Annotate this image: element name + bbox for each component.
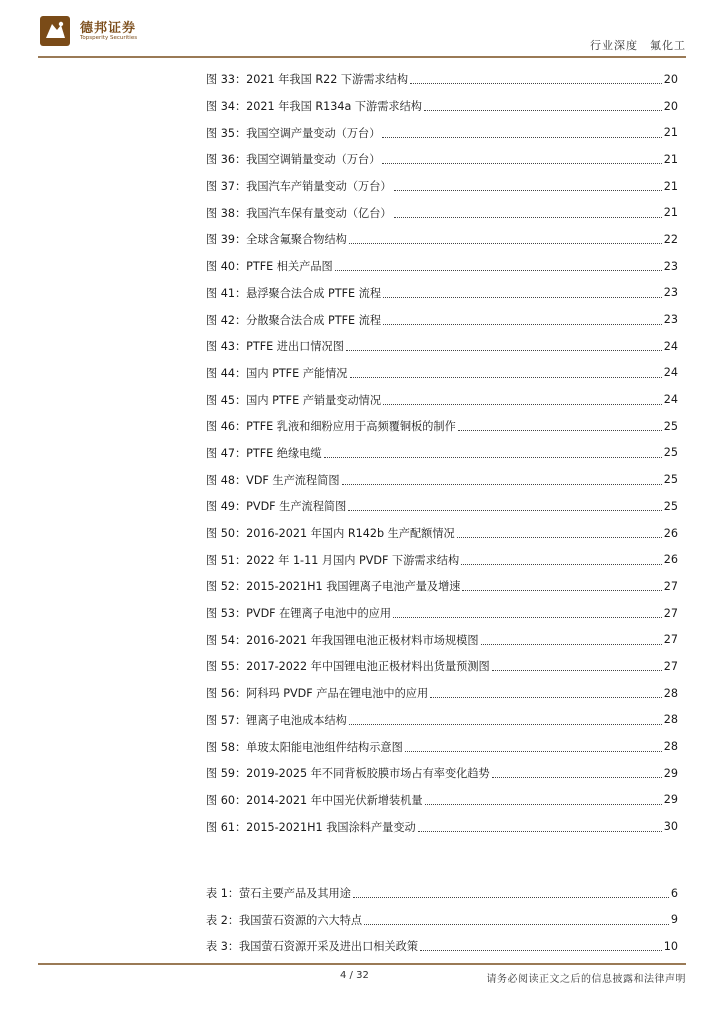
toc-entry-page: 25 — [663, 473, 678, 487]
header-divider — [38, 56, 686, 58]
brand-logo — [38, 14, 188, 48]
dot-leader — [342, 471, 662, 485]
dot-leader — [424, 97, 662, 111]
toc-entry[interactable] — [206, 119, 678, 146]
toc-entry-page: 26 — [663, 526, 678, 540]
toc-entry-label: 图 57：锂离子电池成本结构 — [206, 713, 347, 727]
toc-entry-label: 图 37：我国汽车产销量变动（万台） — [206, 180, 392, 194]
toc-entry-label: 图 55：2017-2022 年中国锂电池正极材料出货量预测图 — [206, 660, 490, 674]
toc-entry[interactable] — [206, 306, 678, 333]
toc-entry-page: 20 — [663, 99, 678, 113]
toc-entry-label: 图 35：我国空调产量变动（万台） — [206, 126, 381, 140]
toc-entry-page: 30 — [663, 820, 678, 834]
dot-leader — [394, 204, 662, 218]
toc-entry-label: 图 51：2022 年 1-11 月国内 PVDF 下游需求结构 — [206, 553, 460, 567]
toc-entry-label: 图 44：国内 PTFE 产能情况 — [206, 366, 348, 380]
toc-entry[interactable] — [206, 933, 678, 960]
toc-entry[interactable] — [206, 546, 678, 573]
dot-leader — [457, 524, 662, 538]
toc-entry-page: 23 — [663, 313, 678, 327]
toc-entry-label: 图 59：2019-2025 年不同背板胶膜市场占有率变化趋势 — [206, 767, 490, 781]
toc-entry-page: 10 — [663, 939, 678, 953]
dot-leader — [492, 764, 662, 778]
toc-entry-label: 图 43：PTFE 进出口情况图 — [206, 340, 344, 354]
brand-subtitle: Topsperity Securities — [80, 35, 138, 41]
toc-entry-page: 6 — [670, 886, 678, 900]
toc-entry-label: 图 52：2015-2021H1 我国锂离子电池产量及增速 — [206, 580, 461, 594]
toc-entry[interactable] — [206, 520, 678, 547]
toc-entry-page: 25 — [663, 419, 678, 433]
toc-entry-label: 表 1：萤石主要产品及其用途 — [206, 887, 351, 901]
toc-entry[interactable] — [206, 466, 678, 493]
toc-entry[interactable] — [206, 600, 678, 627]
dot-leader — [383, 284, 662, 298]
toc-entry[interactable] — [206, 173, 678, 200]
toc-entry[interactable] — [206, 680, 678, 707]
toc-entry[interactable] — [206, 813, 678, 840]
toc-entry[interactable] — [206, 253, 678, 280]
toc-entry[interactable] — [206, 440, 678, 467]
toc-entry[interactable] — [206, 199, 678, 226]
dot-leader — [430, 684, 662, 698]
toc-entry-page: 27 — [663, 633, 678, 647]
toc-entry-page: 28 — [663, 713, 678, 727]
toc-entry-page: 22 — [663, 232, 678, 246]
toc-entry-label: 图 34：2021 年我国 R134a 下游需求结构 — [206, 100, 422, 114]
report-type: 行业深度 — [590, 39, 638, 52]
figure-list — [206, 66, 678, 840]
toc-entry[interactable] — [206, 66, 678, 93]
toc-entry-label: 图 61：2015-2021H1 我国涂料产量变动 — [206, 820, 416, 834]
toc-entry-page: 25 — [663, 446, 678, 460]
footer-divider — [38, 963, 686, 965]
toc-entry-label: 图 47：PTFE 绝缘电缆 — [206, 446, 322, 460]
toc-entry-label: 图 50：2016-2021 年国内 R142b 生产配额情况 — [206, 527, 455, 541]
toc-entry-page: 27 — [663, 579, 678, 593]
toc-entry-label: 图 49：PVDF 生产流程简图 — [206, 500, 347, 514]
dot-leader — [393, 604, 662, 618]
dot-leader — [462, 577, 661, 591]
toc-entry-page: 23 — [663, 259, 678, 273]
toc-entry[interactable] — [206, 360, 678, 387]
dot-leader — [335, 257, 662, 271]
toc-entry-page: 26 — [663, 553, 678, 567]
toc-entry-page: 21 — [663, 206, 678, 220]
dot-leader — [382, 124, 661, 138]
toc-entry[interactable] — [206, 226, 678, 253]
toc-entry[interactable] — [206, 907, 678, 934]
table-list — [206, 880, 678, 960]
toc-entry-label: 图 38：我国汽车保有量变动（亿台） — [206, 206, 392, 220]
toc-entry-page: 28 — [663, 686, 678, 700]
toc-entry-label: 图 45：国内 PTFE 产销量变动情况 — [206, 393, 382, 407]
dot-leader — [349, 711, 662, 725]
toc-entry-page: 9 — [670, 913, 678, 927]
toc-entry[interactable] — [206, 93, 678, 120]
toc-entry[interactable] — [206, 787, 678, 814]
brand-name: 德邦证券 — [80, 21, 137, 36]
page-header — [38, 14, 686, 54]
dot-leader — [425, 791, 662, 805]
dot-leader — [410, 70, 662, 84]
toc-entry-label: 图 56：阿科玛 PVDF 产品在锂电池中的应用 — [206, 687, 429, 701]
dot-leader — [382, 150, 661, 164]
toc-entry-label: 图 42：分散聚合法合成 PTFE 流程 — [206, 313, 382, 327]
toc-entry-page: 25 — [663, 499, 678, 513]
page-number: 4 / 32 — [340, 970, 369, 981]
dot-leader — [394, 177, 662, 191]
dot-leader — [350, 364, 662, 378]
toc-entry[interactable] — [206, 760, 678, 787]
dot-leader — [418, 818, 662, 832]
toc-entry-page: 27 — [663, 659, 678, 673]
toc-entry-label: 图 54：2016-2021 年我国锂电池正极材料市场规模图 — [206, 633, 479, 647]
toc-entry[interactable] — [206, 707, 678, 734]
disclaimer-note: 请务必阅读正文之后的信息披露和法律声明 — [486, 974, 686, 985]
toc-entry-label: 图 46：PTFE 乳液和细粉应用于高频覆铜板的制作 — [206, 420, 456, 434]
toc-entry-page: 21 — [663, 179, 678, 193]
dot-leader — [349, 230, 662, 244]
dot-leader — [364, 911, 669, 925]
toc-entry-label: 表 3：我国萤石资源开采及进出口相关政策 — [206, 940, 419, 954]
dot-leader — [420, 937, 662, 951]
report-category — [590, 37, 686, 53]
brand-logo-icon — [40, 16, 70, 46]
dot-leader — [353, 884, 669, 898]
toc-entry-label: 图 33：2021 年我国 R22 下游需求结构 — [206, 73, 409, 87]
toc-entry[interactable] — [206, 880, 678, 907]
dot-leader — [383, 391, 662, 405]
toc-entry-label: 图 36：我国空调销量变动（万台） — [206, 153, 381, 167]
toc-entry-page: 24 — [663, 339, 678, 353]
dot-leader — [348, 497, 661, 511]
dot-leader — [492, 657, 662, 671]
toc-entry[interactable] — [206, 653, 678, 680]
toc-entry[interactable] — [206, 573, 678, 600]
toc-entry[interactable] — [206, 386, 678, 413]
toc-entry[interactable] — [206, 493, 678, 520]
toc-entry-page: 24 — [663, 393, 678, 407]
dot-leader — [324, 444, 662, 458]
toc-entry[interactable] — [206, 626, 678, 653]
dot-leader — [405, 738, 662, 752]
toc-entry[interactable] — [206, 146, 678, 173]
dot-leader — [383, 311, 662, 325]
toc-entry-label: 图 41：悬浮聚合法合成 PTFE 流程 — [206, 286, 382, 300]
toc-entry-label: 图 58：单玻太阳能电池组件结构示意图 — [206, 740, 403, 754]
toc-entry-label: 图 60：2014-2021 年中国光伏新增装机量 — [206, 793, 423, 807]
toc-entry[interactable] — [206, 280, 678, 307]
toc-entry-page: 28 — [663, 740, 678, 754]
toc-entry-page: 21 — [663, 126, 678, 140]
toc-entry-page: 29 — [663, 793, 678, 807]
toc-entry[interactable] — [206, 333, 678, 360]
industry-name: 氟化工 — [650, 39, 686, 52]
toc-entry-page: 29 — [663, 766, 678, 780]
toc-entry[interactable] — [206, 413, 678, 440]
toc-entry-label: 表 2：我国萤石资源的六大特点 — [206, 913, 363, 927]
dot-leader — [458, 417, 662, 431]
dot-leader — [461, 551, 662, 565]
toc-entry-page: 21 — [663, 152, 678, 166]
toc-entry-page: 27 — [663, 606, 678, 620]
toc-entry-page: 24 — [663, 366, 678, 380]
toc-entry-label: 图 48：VDF 生产流程简图 — [206, 473, 340, 487]
toc-entry-label: 图 53：PVDF 在锂离子电池中的应用 — [206, 607, 392, 621]
toc-entry-page: 20 — [663, 72, 678, 86]
toc-entry-page: 23 — [663, 286, 678, 300]
toc-entry[interactable] — [206, 733, 678, 760]
toc-entry-label: 图 40：PTFE 相关产品图 — [206, 260, 333, 274]
dot-leader — [481, 631, 662, 645]
toc-entry-label: 图 39：全球含氟聚合物结构 — [206, 233, 347, 247]
dot-leader — [346, 337, 662, 351]
